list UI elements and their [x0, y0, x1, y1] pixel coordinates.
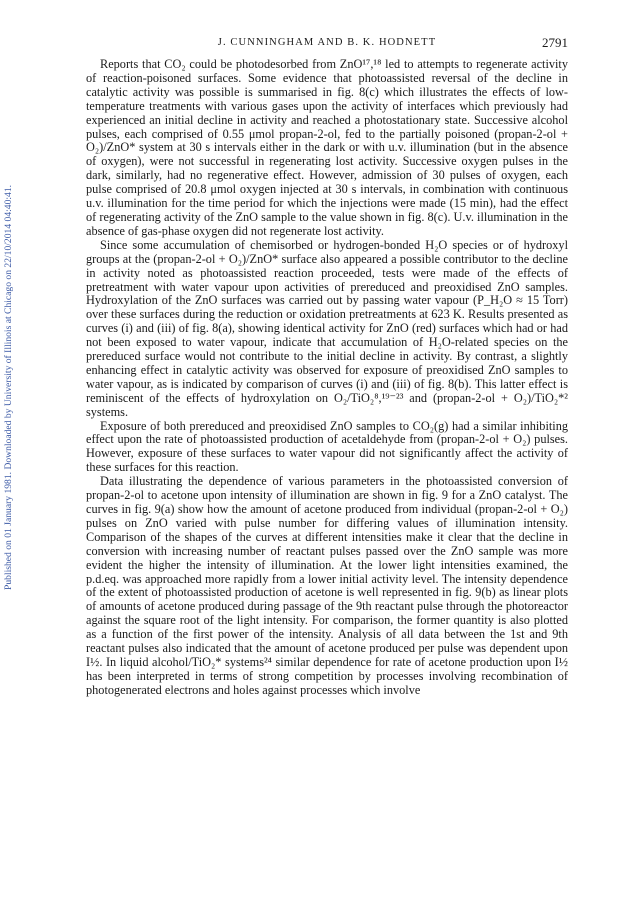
paragraph: Reports that CO₂ could be photodesorbed from ZnO¹⁷,¹⁸ led to attempts to regenerate activity of reaction-poisoned surfaces. Some evidence that photoassisted reversal of the decline in catalytic activity was possible is summarised in fig. 8(c) which illustrates the effects of low-temperature treatments with various gases upon the activity of interfaces which previously had experienced an initial decline in activity and reached a photostationary state. Successive alcohol pulses, each comprised of 0.55 μmol propan-2-ol, fed to the partially poisoned (propan-2-ol + O₂)/ZnO* system at 30 s intervals either in the dark or with u.v. illumination (but in the absence of oxygen), were not successful in regenerating lost activity. Successive oxygen pulses in the dark, similarly, had no regenerative effect. However, admission of 30 pulses of oxygen, each pulse comprised of 20.8 μmol oxygen injected at 30 s intervals, in combination with continuous u.v. illumination for the time period for which the injections were made (15 min), had the effect of regenerating activity of the ZnO sample to the value shown in fig. 8(c). U.v. illumination in the absence of gas-phase oxygen did not regenerate lost activity. [86, 57, 568, 238]
page-header [86, 37, 568, 53]
paragraph: Exposure of both prereduced and preoxidised ZnO samples to CO₂(g) had a similar inhibiting effect upon the rate of photoassisted production of acetaldehyde from (propan-2-ol + O₂) pulses. However, exposure of these surfaces to water vapour did not significantly affect the activity of these surfaces for this reaction. [86, 418, 568, 475]
paragraph: Since some accumulation of chemisorbed or hydrogen-bonded H₂O species or of hydroxyl groups at the (propan-2-ol + O₂)/ZnO* surface also appeared a possible contributor to the decline in activity noted as photoassisted reaction proceeded, tests were made of the effects of pretreatment with water vapour upon activities of prereduced and preoxidised ZnO samples. Hydroxylation of the ZnO surfaces was carried out by passing water vapour (P_H₂O ≈ 15 Torr) over these surfaces during the reduction or oxidation pretreatments at 623 K. Results presented as curves (i) and (iii) of fig. 8(a), showing identical activity for ZnO (red) surfaces which had or had not been exposed to water vapour, indicate that accumulation of H₂O-related species on the prereduced surface would not contribute to the initial decline in activity. By contrast, a slightly enhancing effect in catalytic activity was observed for exposure of preoxidised ZnO samples to water vapour, as is indicated by comparison of curves (i) and (iii) of fig. 8(b). This latter effect is reminiscent of the effects of hydroxylation on O₂/TiO₂⁸,¹⁹⁻²³ and (propan-2-ol + O₂)/TiO₂*² systems. [86, 237, 568, 419]
page-number: 2791 [542, 35, 568, 50]
download-notice: Published on 01 January 1981. Downloaded by University of Illinois at Chicago on 22/10/2014 04:40:41. [3, 184, 14, 590]
paragraph: Data illustrating the dependence of various parameters in the photoassisted conversion of propan-2-ol to acetone upon intensity of illumination are shown in fig. 9 for a ZnO catalyst. The curves in fig. 9(a) show how the amount of acetone produced from individual (propan-2-ol + O₂) pulses on ZnO varied with pulse number for differing values of illumination intensity. Comparison of the shapes of the curves at different intensities make it clear that the decline in conversion with increasing number of reactant pulses passed over the ZnO sample was more evident the higher the intensity of illumination. At the lower light intensities examined, the p.d.eq. was approached more rapidly from a lower initial activity level. The intensity dependence of the extent of photoassisted production of acetone is well represented in fig. 9(b) as linear plots of amounts of acetone produced during passage of the 9th reactant pulse through the photoreactor against the square root of the light intensity. For comparison, the former quantity is also plotted as a function of the first power of the intensity. Analysis of all data between the 1st and 9th reactant pulses also indicated that the amount of acetone produced per pulse was dependent upon I½. In liquid alcohol/TiO₂* systems²⁴ similar dependence for rate of acetone production upon I½ has been interpreted in terms of strong competition by processes involving recombination of photogenerated electrons and holes against processes which involve [86, 474, 568, 697]
body-text [86, 58, 568, 698]
running-head: J. CUNNINGHAM AND B. K. HODNETT [217, 37, 437, 48]
